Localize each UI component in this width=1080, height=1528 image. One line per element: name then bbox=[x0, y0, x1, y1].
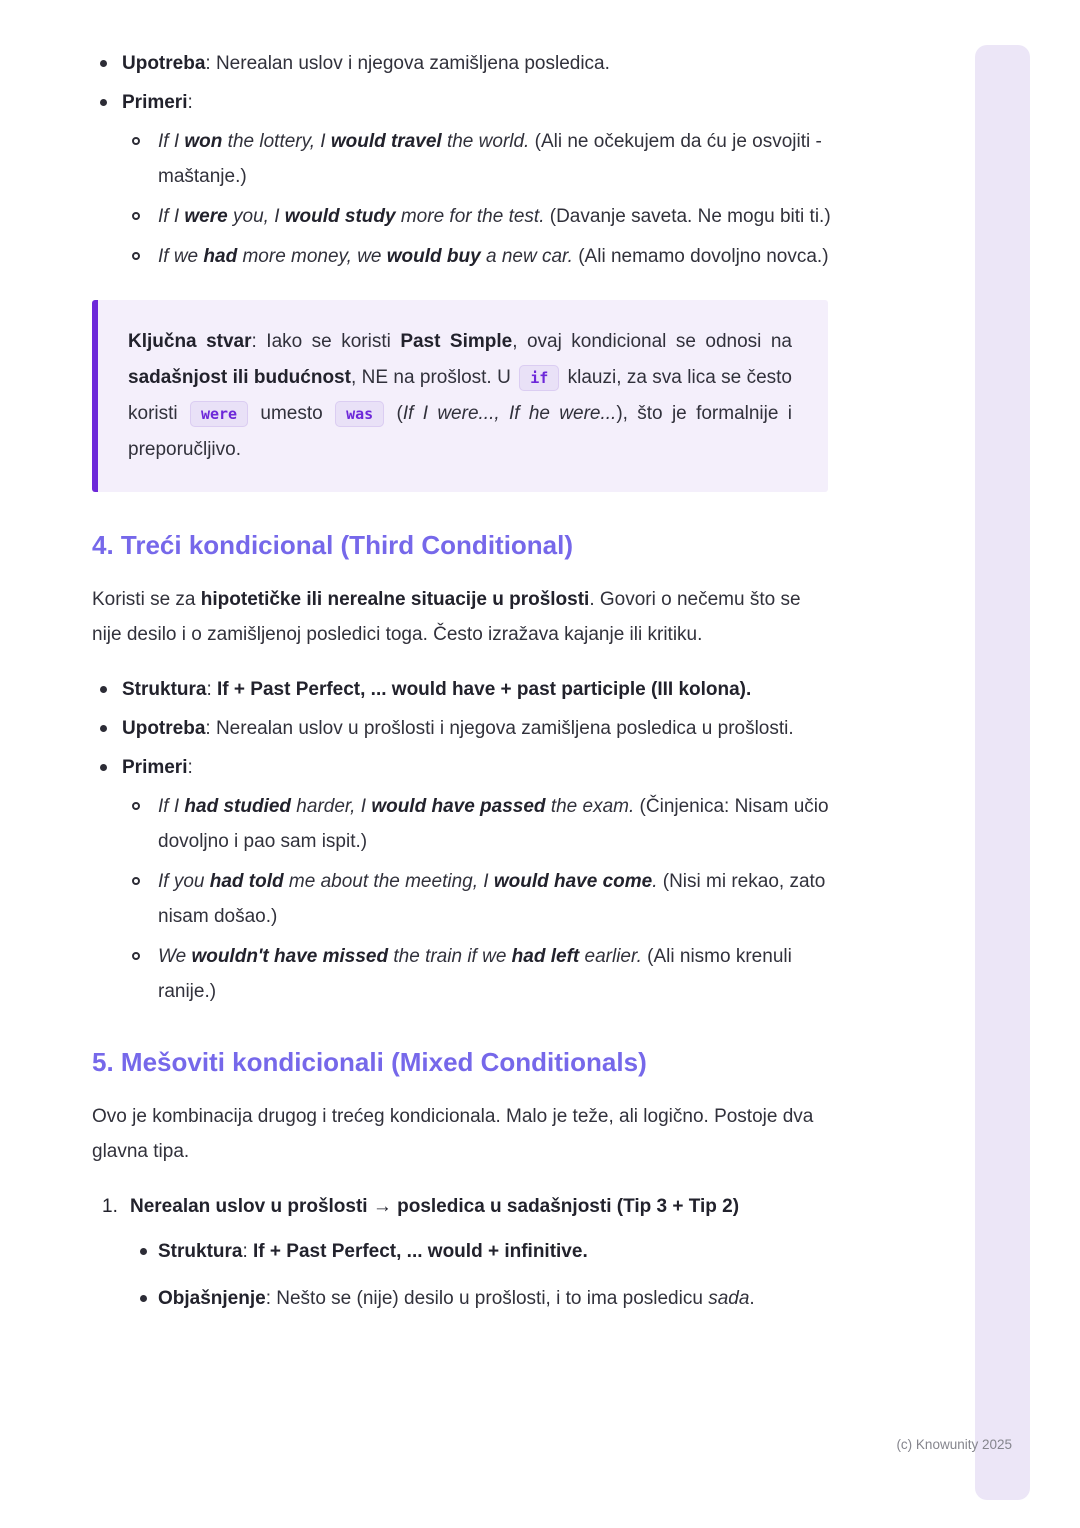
example-item bbox=[92, 199, 832, 234]
list-item-text: Objašnjenje: Nešto se (nije) desilo u prošlosti, i to ima posledicu sada. bbox=[158, 1288, 755, 1309]
bullet-icon bbox=[100, 85, 122, 120]
list-item-text: Primeri: bbox=[122, 757, 193, 778]
circle-bullet-icon bbox=[132, 124, 158, 194]
numbered-item bbox=[92, 1189, 832, 1224]
top-bullet-list bbox=[92, 46, 832, 120]
example-list bbox=[92, 124, 832, 274]
list-item-text: Primeri: bbox=[122, 92, 193, 113]
example-text: If we had more money, we would buy a new car. (Ali nemamo dovoljno novca.) bbox=[158, 246, 829, 267]
list-item bbox=[92, 85, 832, 120]
section4-example-list bbox=[92, 789, 832, 1009]
bullet-icon bbox=[140, 1234, 158, 1269]
list-item bbox=[92, 1281, 832, 1316]
list-item bbox=[92, 46, 832, 81]
example-text: If I won the lottery, I would travel the world. (Ali ne očekujem da ću je osvojiti - maštanje.) bbox=[158, 131, 822, 187]
bullet-icon bbox=[100, 672, 122, 707]
section4-bullet-list bbox=[92, 672, 832, 785]
section5-intro: Ovo je kombinacija drugog i trećeg kondicionala. Malo je teže, ali logično. Postoje dva glavna tipa. bbox=[92, 1106, 814, 1162]
list-item-text: Upotreba: Nerealan uslov i njegova zamišljena posledica. bbox=[122, 53, 610, 74]
section5-sub-list bbox=[92, 1234, 832, 1316]
list-item-text: Struktura: If + Past Perfect, ... would + infinitive. bbox=[158, 1241, 588, 1262]
section-heading-third-conditional: 4. Treći kondicional (Third Conditional) bbox=[92, 530, 574, 560]
bullet-icon bbox=[100, 750, 122, 785]
right-margin-strip bbox=[975, 45, 1030, 1500]
circle-bullet-icon bbox=[132, 199, 158, 234]
example-item bbox=[92, 124, 832, 194]
bullet-icon bbox=[100, 711, 122, 746]
numbered-item-number: 1. bbox=[102, 1196, 118, 1217]
list-item-text: Upotreba: Nerealan uslov u prošlosti i njegova zamišljena posledica u prošlosti. bbox=[122, 718, 794, 739]
circle-bullet-icon bbox=[132, 939, 158, 1009]
example-item bbox=[92, 239, 832, 274]
list-item bbox=[92, 750, 832, 785]
example-text: If I were you, I would study more for the test. (Davanje saveta. Ne mogu biti ti.) bbox=[158, 206, 831, 227]
list-item-text: Struktura: If + Past Perfect, ... would have + past participle (III kolona). bbox=[122, 679, 752, 700]
bullet-icon bbox=[140, 1281, 158, 1316]
section4-intro: Koristi se za hipotetičke ili nerealne situacije u prošlosti. Govori o nečemu što se nije desilo i o zamišljenoj posledici toga. Često izražava kajanje ili kritiku. bbox=[92, 589, 801, 645]
section-heading-mixed-conditionals: 5. Mešoviti kondicionali (Mixed Conditionals) bbox=[92, 1047, 647, 1077]
key-point-callout bbox=[92, 300, 828, 492]
list-item bbox=[92, 1234, 832, 1269]
callout-text: Ključna stvar: Iako se koristi Past Simple, ovaj kondicional se odnosi na sadašnjost ili budućnost, NE na prošlost. U if klauzi, za sva lica se često koristi were umesto was (If I were..., If he were...), što je formalnije i preporučljivo. bbox=[128, 331, 792, 460]
example-text: If I had studied harder, I would have passed the exam. (Činjenica: Nisam učio dovoljno i pao sam ispit.) bbox=[158, 796, 829, 852]
list-item bbox=[92, 672, 832, 707]
circle-bullet-icon bbox=[132, 789, 158, 859]
list-item bbox=[92, 711, 832, 746]
bullet-icon bbox=[100, 46, 122, 81]
example-text: We wouldn't have missed the train if we had left earlier. (Ali nismo krenuli ranije.) bbox=[158, 946, 792, 1002]
copyright-note: (c) Knowunity 2025 bbox=[896, 1437, 1012, 1452]
circle-bullet-icon bbox=[132, 864, 158, 934]
circle-bullet-icon bbox=[132, 239, 158, 274]
example-item bbox=[92, 939, 832, 1009]
example-text: If you had told me about the meeting, I would have come. (Nisi mi rekao, zato nisam došao.) bbox=[158, 871, 826, 927]
example-item bbox=[92, 864, 832, 934]
example-item bbox=[92, 789, 832, 859]
numbered-item-text: Nerealan uslov u prošlosti → posledica u sadašnjosti (Tip 3 + Tip 2) bbox=[130, 1196, 740, 1217]
